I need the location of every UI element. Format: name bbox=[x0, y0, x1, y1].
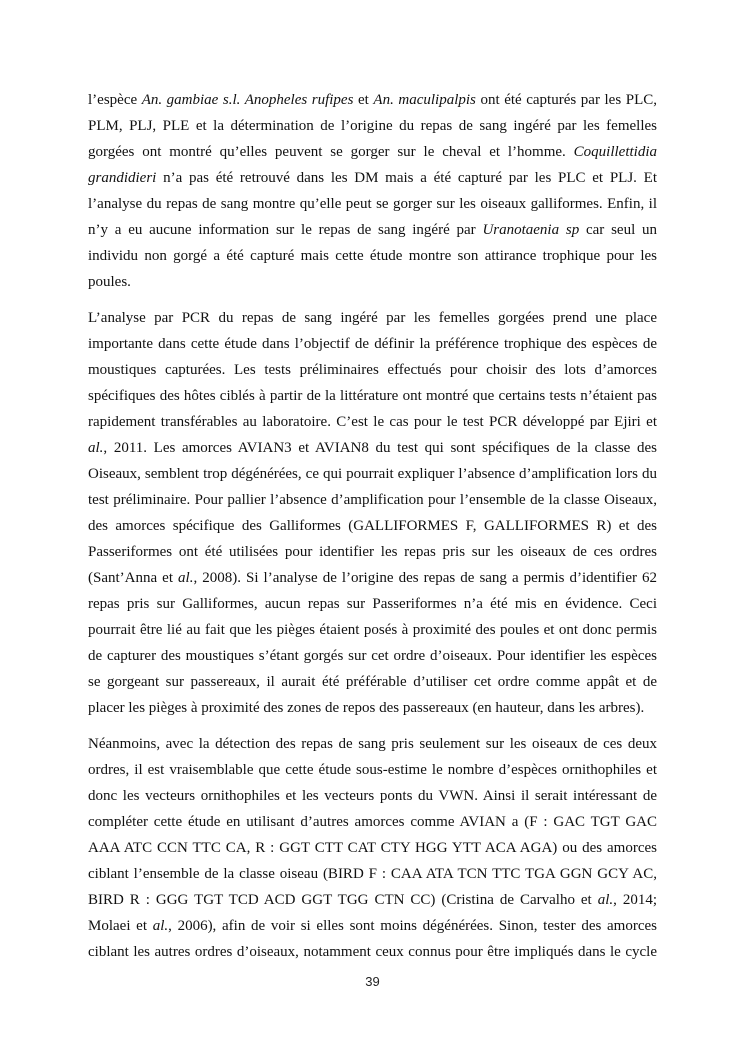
text-run: compléter cette étude en utilisant d’autres amorces comme AVIAN a (F : GAC TGT GAC bbox=[88, 814, 657, 830]
text-run: Molaei et bbox=[88, 918, 153, 934]
text-run: spécifiques des hôtes ciblés à partir de la littérature ont montré que certains tests n’étaient pas bbox=[88, 388, 657, 404]
text-run: , 2014; bbox=[613, 892, 657, 908]
text-line bbox=[88, 331, 657, 357]
text-run: , 2011. Les amorces AVIAN3 et AVIAN8 du test qui sont spécifiques de la classe des bbox=[103, 440, 657, 456]
text-run: rapidement transférables au laboratoire. C’est le cas pour le test PCR développé par Ejiri et bbox=[88, 414, 657, 430]
text-line bbox=[88, 565, 657, 591]
text-line bbox=[88, 809, 657, 835]
text-line bbox=[88, 643, 657, 669]
paragraph bbox=[88, 87, 657, 295]
paragraph bbox=[88, 731, 657, 965]
text-line bbox=[88, 835, 657, 861]
text-run: l’espèce bbox=[88, 92, 142, 108]
text-run: pourrait être lié au fait que les pièges étaient posés à proximité des poules et ont donc permis bbox=[88, 622, 657, 638]
text-run: PLM, PLJ, PLE et la détermination de l’origine du repas de sang ingéré par les femelles bbox=[88, 118, 657, 134]
text-line bbox=[88, 887, 657, 913]
text-line bbox=[88, 409, 657, 435]
italic-text: al. bbox=[88, 440, 104, 456]
document-body bbox=[88, 87, 657, 975]
text-line bbox=[88, 243, 657, 269]
italic-text: al. bbox=[178, 570, 194, 586]
text-run: des amorces spécifique des Galliformes (GALLIFORMES F, GALLIFORMES R) et des bbox=[88, 518, 657, 534]
text-line bbox=[88, 913, 657, 939]
text-run: de capturer des moustiques s’étant gorgés sur cet ordre d’oiseaux. Pour identifier les espèces bbox=[88, 648, 657, 664]
text-run: n’a pas été retrouvé dans les DM mais a été capturé par les PLC et PLJ. Et bbox=[156, 170, 657, 186]
text-line bbox=[88, 461, 657, 487]
text-run: placer les pièges à proximité des zones de repos des passereaux (en hauteur, dans les arbres). bbox=[88, 700, 645, 716]
text-run: , 2008). Si l’analyse de l’origine des repas de sang a permis d’identifier 62 bbox=[193, 570, 657, 586]
italic-text: Coquillettidia bbox=[573, 144, 657, 160]
text-line bbox=[88, 939, 657, 965]
text-line bbox=[88, 139, 657, 165]
text-line bbox=[88, 669, 657, 695]
text-line bbox=[88, 435, 657, 461]
text-line bbox=[88, 113, 657, 139]
text-line bbox=[88, 513, 657, 539]
text-run: ciblant l’ensemble de la classe oiseau (BIRD F : CAA ATA TCN TTC TGA GGN GCY AC, bbox=[88, 866, 657, 882]
text-run: n’y a eu aucune information sur le repas de sang ingéré par bbox=[88, 222, 483, 238]
italic-text: al. bbox=[597, 892, 614, 908]
text-line bbox=[88, 539, 657, 565]
text-run: ordres, il est vraisemblable que cette étude sous-estime le nombre d’espèces ornithophiles et bbox=[88, 762, 657, 778]
text-line bbox=[88, 191, 657, 217]
text-run: moustiques capturées. Les tests préliminaires effectués pour choisir des lots d’amorces bbox=[88, 362, 657, 378]
text-line bbox=[88, 695, 657, 721]
text-run: test préliminaire. Pour pallier l’absence d’amplification pour l’ensemble de la classe Oiseaux, bbox=[88, 492, 657, 508]
text-line bbox=[88, 87, 657, 113]
text-run: gorgées ont montré qu’elles peuvent se gorger sur le cheval et l’homme. bbox=[88, 144, 574, 160]
text-run: se gorgeant sur passereaux, il aurait été préférable d’utiliser cet ordre comme appât et de bbox=[88, 674, 657, 690]
text-run: AAA ATC CCN TTC CA, R : GGT CTT CAT CTY HGG YTT ACA AGA) ou des amorces bbox=[88, 840, 657, 856]
page-number: 39 bbox=[365, 974, 380, 989]
paragraph bbox=[88, 305, 657, 721]
text-run: ciblant les autres ordres d’oiseaux, notamment ceux connus pour être impliqués dans le cycle bbox=[88, 944, 657, 960]
text-line bbox=[88, 757, 657, 783]
text-run: individu non gorgé a été capturé mais cette étude montre son attirance trophique pour les bbox=[88, 248, 657, 264]
text-line bbox=[88, 731, 657, 757]
text-line bbox=[88, 269, 657, 295]
text-run: (Sant’Anna et bbox=[88, 570, 179, 586]
text-line bbox=[88, 487, 657, 513]
text-run: Oiseaux, semblent trop dégénérées, ce qui pourrait expliquer l’absence d’amplification lors du bbox=[88, 466, 657, 482]
italic-text: An. maculipalpis bbox=[373, 92, 476, 108]
text-run: Néanmoins, avec la détection des repas de sang pris seulement sur les oiseaux de ces deux bbox=[88, 736, 657, 752]
text-run: l’analyse du repas de sang montre qu’elle peut se gorger sur les oiseaux galliformes. Enfin, il bbox=[88, 196, 657, 212]
text-run: BIRD R : GGG TGT TCD ACD GGT TGG CTN CC) (Cristina de Carvalho et bbox=[88, 892, 598, 908]
text-line bbox=[88, 165, 657, 191]
italic-text: An. gambiae s.l. Anopheles rufipes bbox=[141, 92, 354, 108]
italic-text: grandidieri bbox=[88, 170, 157, 186]
text-run: importante dans cette étude dans l’objectif de définir la préférence trophique des espèces de bbox=[88, 336, 657, 352]
text-run: ont été capturés par les PLC, bbox=[475, 92, 657, 108]
text-line bbox=[88, 783, 657, 809]
text-run: L’analyse par PCR du repas de sang ingéré par les femelles gorgées prend une place bbox=[88, 310, 657, 326]
text-line bbox=[88, 305, 657, 331]
text-run: et bbox=[353, 92, 374, 108]
text-run: , 2006), afin de voir si elles sont moins dégénérées. Sinon, tester des amorces bbox=[168, 918, 657, 934]
text-run: donc les vecteurs ornithophiles et les vecteurs ponts du VWN. Ainsi il serait intéressant de bbox=[88, 788, 657, 804]
text-line bbox=[88, 217, 657, 243]
text-run: car seul un bbox=[579, 222, 658, 238]
italic-text: al. bbox=[152, 918, 169, 934]
text-run: Passeriformes ont été utilisées pour identifier les repas pris sur les oiseaux de ces ordres bbox=[88, 544, 657, 560]
text-line bbox=[88, 617, 657, 643]
text-line bbox=[88, 591, 657, 617]
italic-text: Uranotaenia sp bbox=[482, 222, 580, 238]
text-run: repas pris sur Galliformes, aucun repas sur Passeriformes n’a été mis en évidence. Ceci bbox=[88, 596, 657, 612]
text-line bbox=[88, 383, 657, 409]
text-line bbox=[88, 357, 657, 383]
text-line bbox=[88, 861, 657, 887]
text-run: poules. bbox=[88, 274, 131, 290]
